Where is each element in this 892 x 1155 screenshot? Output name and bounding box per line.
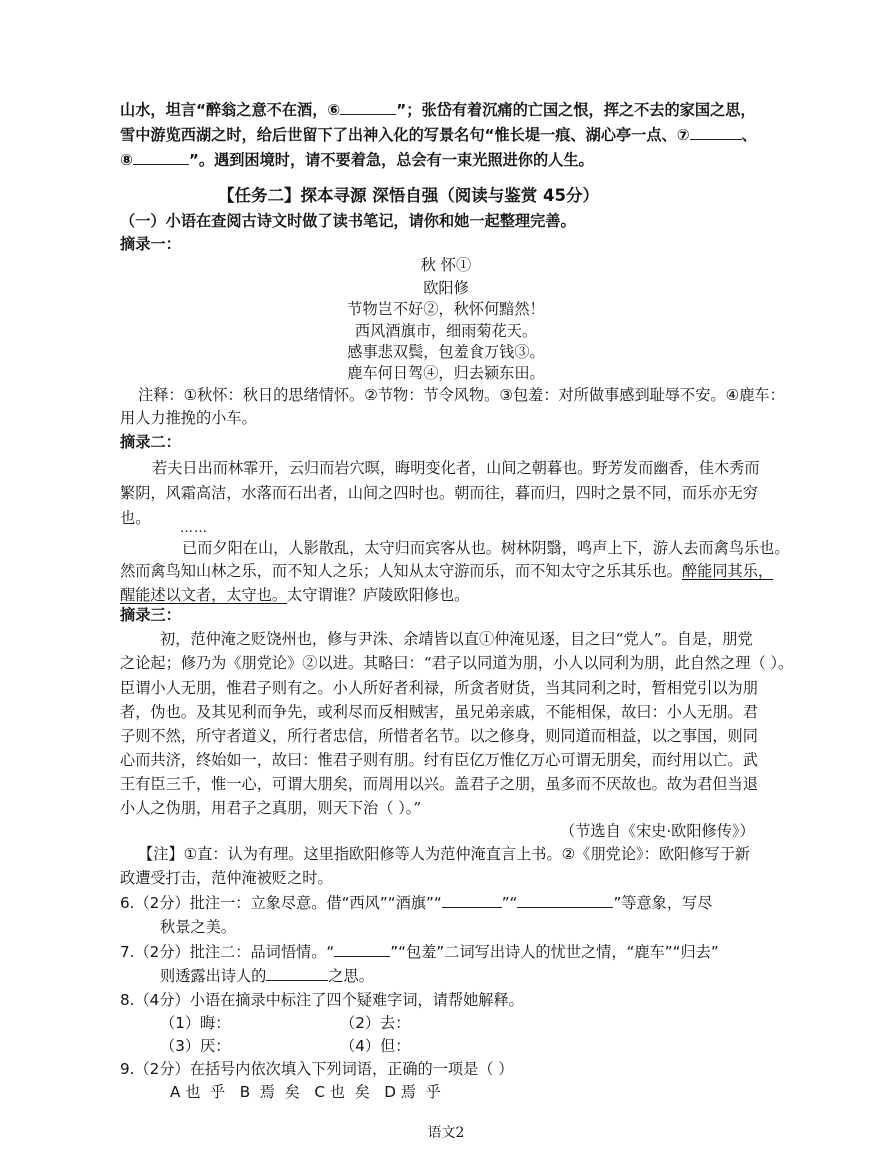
top-line-3-text-b: ”。遇到困境时，请不要着急，总会有一束光照进你的人生。 [188, 151, 594, 169]
top-line-1-text-a: 山水，坦言“醉翁之意不在酒，⑥ [120, 101, 341, 119]
question-9: 9.（2分）在括号内依次填入下列词语，正确的一项是（ ） [120, 1060, 514, 1078]
excerpt2-para2-line-1: 已而夕阳在山，人影散乱，太守归而宾客从也。树林阴翳，鸣声上下，游人去而禽鸟乐也。 [182, 539, 790, 557]
question-9-options: A 也 乎 B 焉 矣 C 也 矣 D 焉 乎 [170, 1083, 441, 1101]
poem-author: 欧阳修 [423, 279, 469, 297]
excerpt3-line-1: 初，范仲淹之贬饶州也，修与尹洙、余靖皆以直①仲淹见逐，目之曰“党人”。自是，朋党 [160, 630, 753, 648]
excerpt3-note-line-1: 【注】①直：认为有理。这里指欧阳修等人为范仲淹直言上书。②《朋党论》：欧阳修写于新 [138, 845, 750, 863]
question-6-text-a: 6.（2分）批注一：立象尽意。借“西风”“酒旗”“ [120, 894, 442, 912]
excerpt2-para2-line-3 [120, 584, 469, 606]
task2-heading: 【任务二】探本寻源 深悟自强（阅读与鉴赏 45分） [218, 186, 599, 205]
question-6-blank-1[interactable] [442, 892, 502, 908]
excerpt2-para1-line-3: 也。 [120, 509, 151, 527]
excerpt3-note-line-2: 政遭受打击，范仲淹被贬之时。 [120, 869, 333, 887]
excerpt1-label: 摘录一： [120, 235, 181, 253]
page-footer: 语文2 [427, 1125, 465, 1141]
top-line-3-text-a: ⑧ [120, 151, 133, 169]
excerpt3-line-4: 者，伪也。及其见利而争先，或利尽而反相贼害，虽兄弟亲戚，不能相保，故曰：小人无朋。君 [120, 703, 758, 721]
excerpt1-note-line-1: 注释：①秋怀：秋日的思绪情怀。②节物：节令风物。③包羞：对所做事感到耻辱不安。④鹿车： [138, 386, 785, 404]
question-8-item-2: （2）去： [340, 1014, 411, 1032]
excerpt3-line-2: 之论起；修乃为《朋党论》②以进。其略曰：“君子以同道为朋，小人以同利为朋，此自然之理（ ）。 [120, 654, 794, 672]
excerpt2-para2-line-2-text: 然而禽鸟知山林之乐，而不知人之乐；人知从太守游而乐，而不知太守之乐其乐也。 [120, 562, 682, 580]
excerpt2-label: 摘录二： [120, 433, 181, 451]
question-7-text-a: 7.（2分）批注二：品词悟情。“ [120, 943, 335, 961]
question-6-blank-2[interactable] [517, 892, 613, 908]
top-line-2 [120, 124, 757, 146]
excerpt2-para1-line-1: 若夫日出而林霏开，云归而岩穴暝，晦明变化者，山间之朝暮也。野芳发而幽香，佳木秀而 [152, 459, 760, 477]
excerpt2-ellipsis: …… [180, 521, 208, 536]
question-7-blank-1[interactable] [334, 941, 390, 957]
excerpt3-line-7: 王有臣三千，惟一心，可谓大朋矣，而周用以兴。盖君子之朋，虽多而不厌故也。故为君但当退 [120, 775, 758, 793]
underlined-phrase-1: 醉能同其乐， [681, 562, 774, 580]
question-6-line-2: 秋景之美。 [160, 918, 236, 936]
question-7-line-2 [160, 965, 374, 987]
poem-title: 秋 怀① [420, 256, 472, 274]
question-7-text-d: 之思。 [328, 967, 374, 985]
excerpt3-line-3: 臣谓小人无朋，惟君子则有之。小人所好者利禄，所贪者财货，当其同利之时，暂相党引以为朋 [120, 679, 758, 697]
poem-line-1: 节物岂不好②，秋怀何黯然！ [347, 300, 545, 318]
question-7-text-b: ”“包羞”二词写出诗人的忧世之情，“鹿车”“归去” [390, 943, 719, 961]
excerpt2-para1-line-2: 繁阴，风霜高洁，水落而石出者，山间之四时也。朝而往，暮而归，四时之景不同，而乐亦无穷 [120, 484, 758, 502]
excerpt3-line-6: 心而共济，终始如一，故曰：惟君子则有朋。纣有臣亿万惟亿万心可谓无朋矣，而纣用以亡。武 [120, 751, 758, 769]
top-line-1 [120, 99, 756, 121]
excerpt3-line-5: 子则不然，所守者道义，所行者忠信，所惜者名节。以之修身，则同道而相益，以之事国，则同 [120, 727, 758, 745]
poem-line-4: 鹿车何日驾④，归去颍东田。 [347, 364, 545, 382]
top-line-1-text-b: ”；张岱有着沉痛的亡国之恨，挥之不去的家国之思， [396, 101, 756, 119]
excerpt3-line-8: 小人之伪朋，用君子之真朋，则天下治（ ）。” [120, 799, 422, 817]
top-line-2-text-a: 雪中游览西湖之时，给后世留下了出神入化的写景名句“惟长堤一痕、湖心亭一点、⑦ [120, 126, 690, 144]
blank-8[interactable] [133, 149, 189, 165]
question-8: 8.（4分）小语在摘录中标注了四个疑难字词，请帮她解释。 [120, 991, 524, 1009]
question-7-blank-2[interactable] [266, 965, 328, 981]
blank-7[interactable] [690, 124, 742, 140]
blank-6[interactable] [340, 99, 396, 115]
top-line-3 [120, 149, 594, 171]
question-7 [120, 941, 719, 963]
excerpt3-source: （节选自《宋史·欧阳修传》） [560, 822, 755, 840]
question-8-item-3: （3）厌： [160, 1037, 231, 1055]
question-6-text-b: ”“ [501, 894, 518, 912]
excerpt1-note-line-2: 用人力推挽的小车。 [120, 409, 257, 427]
question-8-item-1: （1）晦： [160, 1014, 231, 1032]
question-6 [120, 892, 712, 914]
poem-line-2: 西风酒旗市，细雨菊花天。 [354, 322, 538, 340]
underlined-phrase-2: 醒能述以文者，太守也。 [120, 586, 288, 604]
task2-subheading: （一）小语在查阅古诗文时做了读书笔记，请你和她一起整理完善。 [120, 212, 576, 230]
question-7-text-c: 则透露出诗人的 [160, 967, 267, 985]
excerpt2-para2-line-2 [120, 560, 773, 582]
top-line-2-text-b: 、 [741, 126, 757, 144]
question-6-text-c: ”等意象，写尽 [613, 894, 713, 912]
excerpt3-label: 摘录三： [120, 606, 181, 624]
excerpt2-para2-line-3-text: 太守谓谁？庐陵欧阳修也。 [287, 586, 470, 604]
poem-line-3: 感事悲双鬓，包羞食万钱③。 [347, 343, 545, 361]
question-8-item-4: （4）但： [340, 1037, 411, 1055]
